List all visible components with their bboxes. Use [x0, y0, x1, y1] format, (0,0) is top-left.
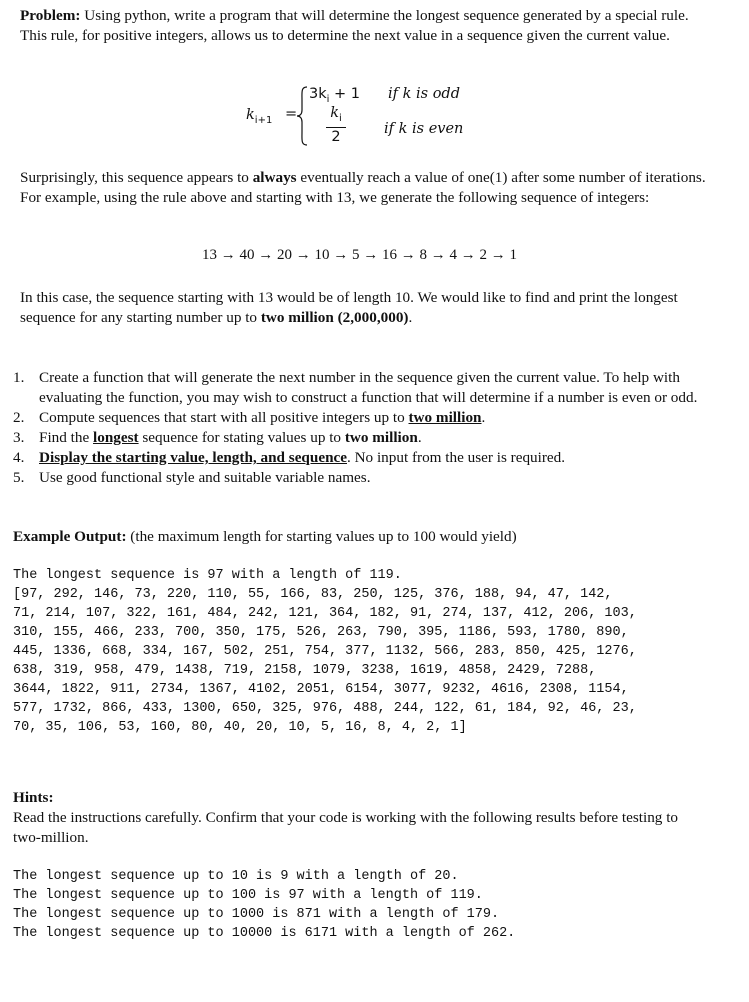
problem-paragraph [20, 6, 710, 46]
list-item: 5. Use good functional style and suitable variable names. [13, 469, 371, 486]
formula-lhs: $k_{i+1}$ [246, 107, 273, 126]
code-line: 310, 155, 466, 233, 700, 350, 175, 526, 263, 790, 395, 1186, 593, 1780, 890, [13, 625, 629, 640]
code-line: 70, 35, 106, 53, 160, 80, 40, 20, 10, 5, 16, 8, 4, 2, 1] [13, 720, 467, 735]
code-line: 577, 1732, 866, 433, 1300, 650, 325, 976, 488, 244, 122, 61, 184, 92, 46, 23, [13, 701, 637, 716]
problem-label: Problem: [20, 7, 81, 24]
code-line: 71, 214, 107, 322, 161, 484, 242, 121, 364, 182, 91, 274, 137, 412, 206, 103, [13, 606, 637, 621]
problem-text: Using python, write a program that will determine the longest sequence generated by a special rule. This rule, for positive integers, allows us to determine the next value in a sequence given the current value. [20, 7, 689, 44]
formula-cond-even: if k is even [384, 121, 464, 137]
list-item: 3. Find the longest sequence for stating values up to two million. [13, 429, 422, 446]
code-line: The longest sequence is 97 with a length of 119. [13, 568, 402, 583]
formula-cond-odd: if k is odd [388, 86, 460, 102]
formula-equals: = [285, 106, 298, 122]
instructions-list [13, 368, 713, 488]
hints-heading: Hints: [13, 789, 54, 806]
hints-code [13, 867, 515, 943]
code-line: 3644, 1822, 911, 2734, 1367, 4102, 2051, 6154, 3077, 9232, 4616, 2308, 1154, [13, 682, 629, 697]
example-output-code [13, 566, 637, 737]
code-line: The longest sequence up to 1000 is 871 with a length of 179. [13, 907, 500, 922]
formula-fraction: $k_i$ 2 [326, 105, 346, 146]
hints-text: Read the instructions carefully. Confirm that your code is working with the following results before testing to two-million. [13, 809, 679, 846]
example-output-heading: Example Output: (the maximum length for starting values up to 100 would yield) [13, 528, 517, 545]
code-line: [97, 292, 146, 73, 220, 110, 55, 166, 83, 250, 125, 376, 188, 94, 47, 142, [13, 587, 613, 602]
example-sequence: 13 → 40 → 20 → 10 → 5 → 16 → 8 → 4 → 2 → 1 [202, 247, 517, 263]
case-paragraph: In this case, the sequence starting with 13 would be of length 10. We would like to find and print the longest sequence for any starting number up to two million (2,000,000). [20, 289, 678, 326]
list-item: 2. Compute sequences that start with all positive integers up to two million. [13, 409, 486, 426]
formula-brace [296, 86, 308, 146]
code-line: The longest sequence up to 100 is 97 with a length of 119. [13, 888, 483, 903]
code-line: The longest sequence up to 10 is 9 with a length of 20. [13, 869, 459, 884]
code-line: 638, 319, 958, 479, 1438, 719, 2158, 1079, 3238, 1619, 4858, 2429, 7288, [13, 663, 597, 678]
code-line: 445, 1336, 668, 334, 167, 502, 251, 754, 377, 1132, 566, 283, 850, 425, 1276, [13, 644, 637, 659]
intro-paragraph: Surprisingly, this sequence appears to always eventually reach a value of one(1) after some number of iterations. For example, using the rule above and starting with 13, we generate the following sequence of integers: [20, 169, 706, 206]
list-item: 4. Display the starting value, length, and sequence. No input from the user is required. [13, 449, 566, 466]
recurrence-formula [0, 80, 749, 150]
code-line: The longest sequence up to 10000 is 6171 with a length of 262. [13, 926, 516, 941]
formula-case-odd: $3k_i + 1$ [309, 86, 360, 105]
list-item: 1. Create a function that will generate the next number in the sequence given the current value. To help with evaluating the function, you may wish to construct a function that will determine if a number is even or odd. [13, 369, 698, 406]
